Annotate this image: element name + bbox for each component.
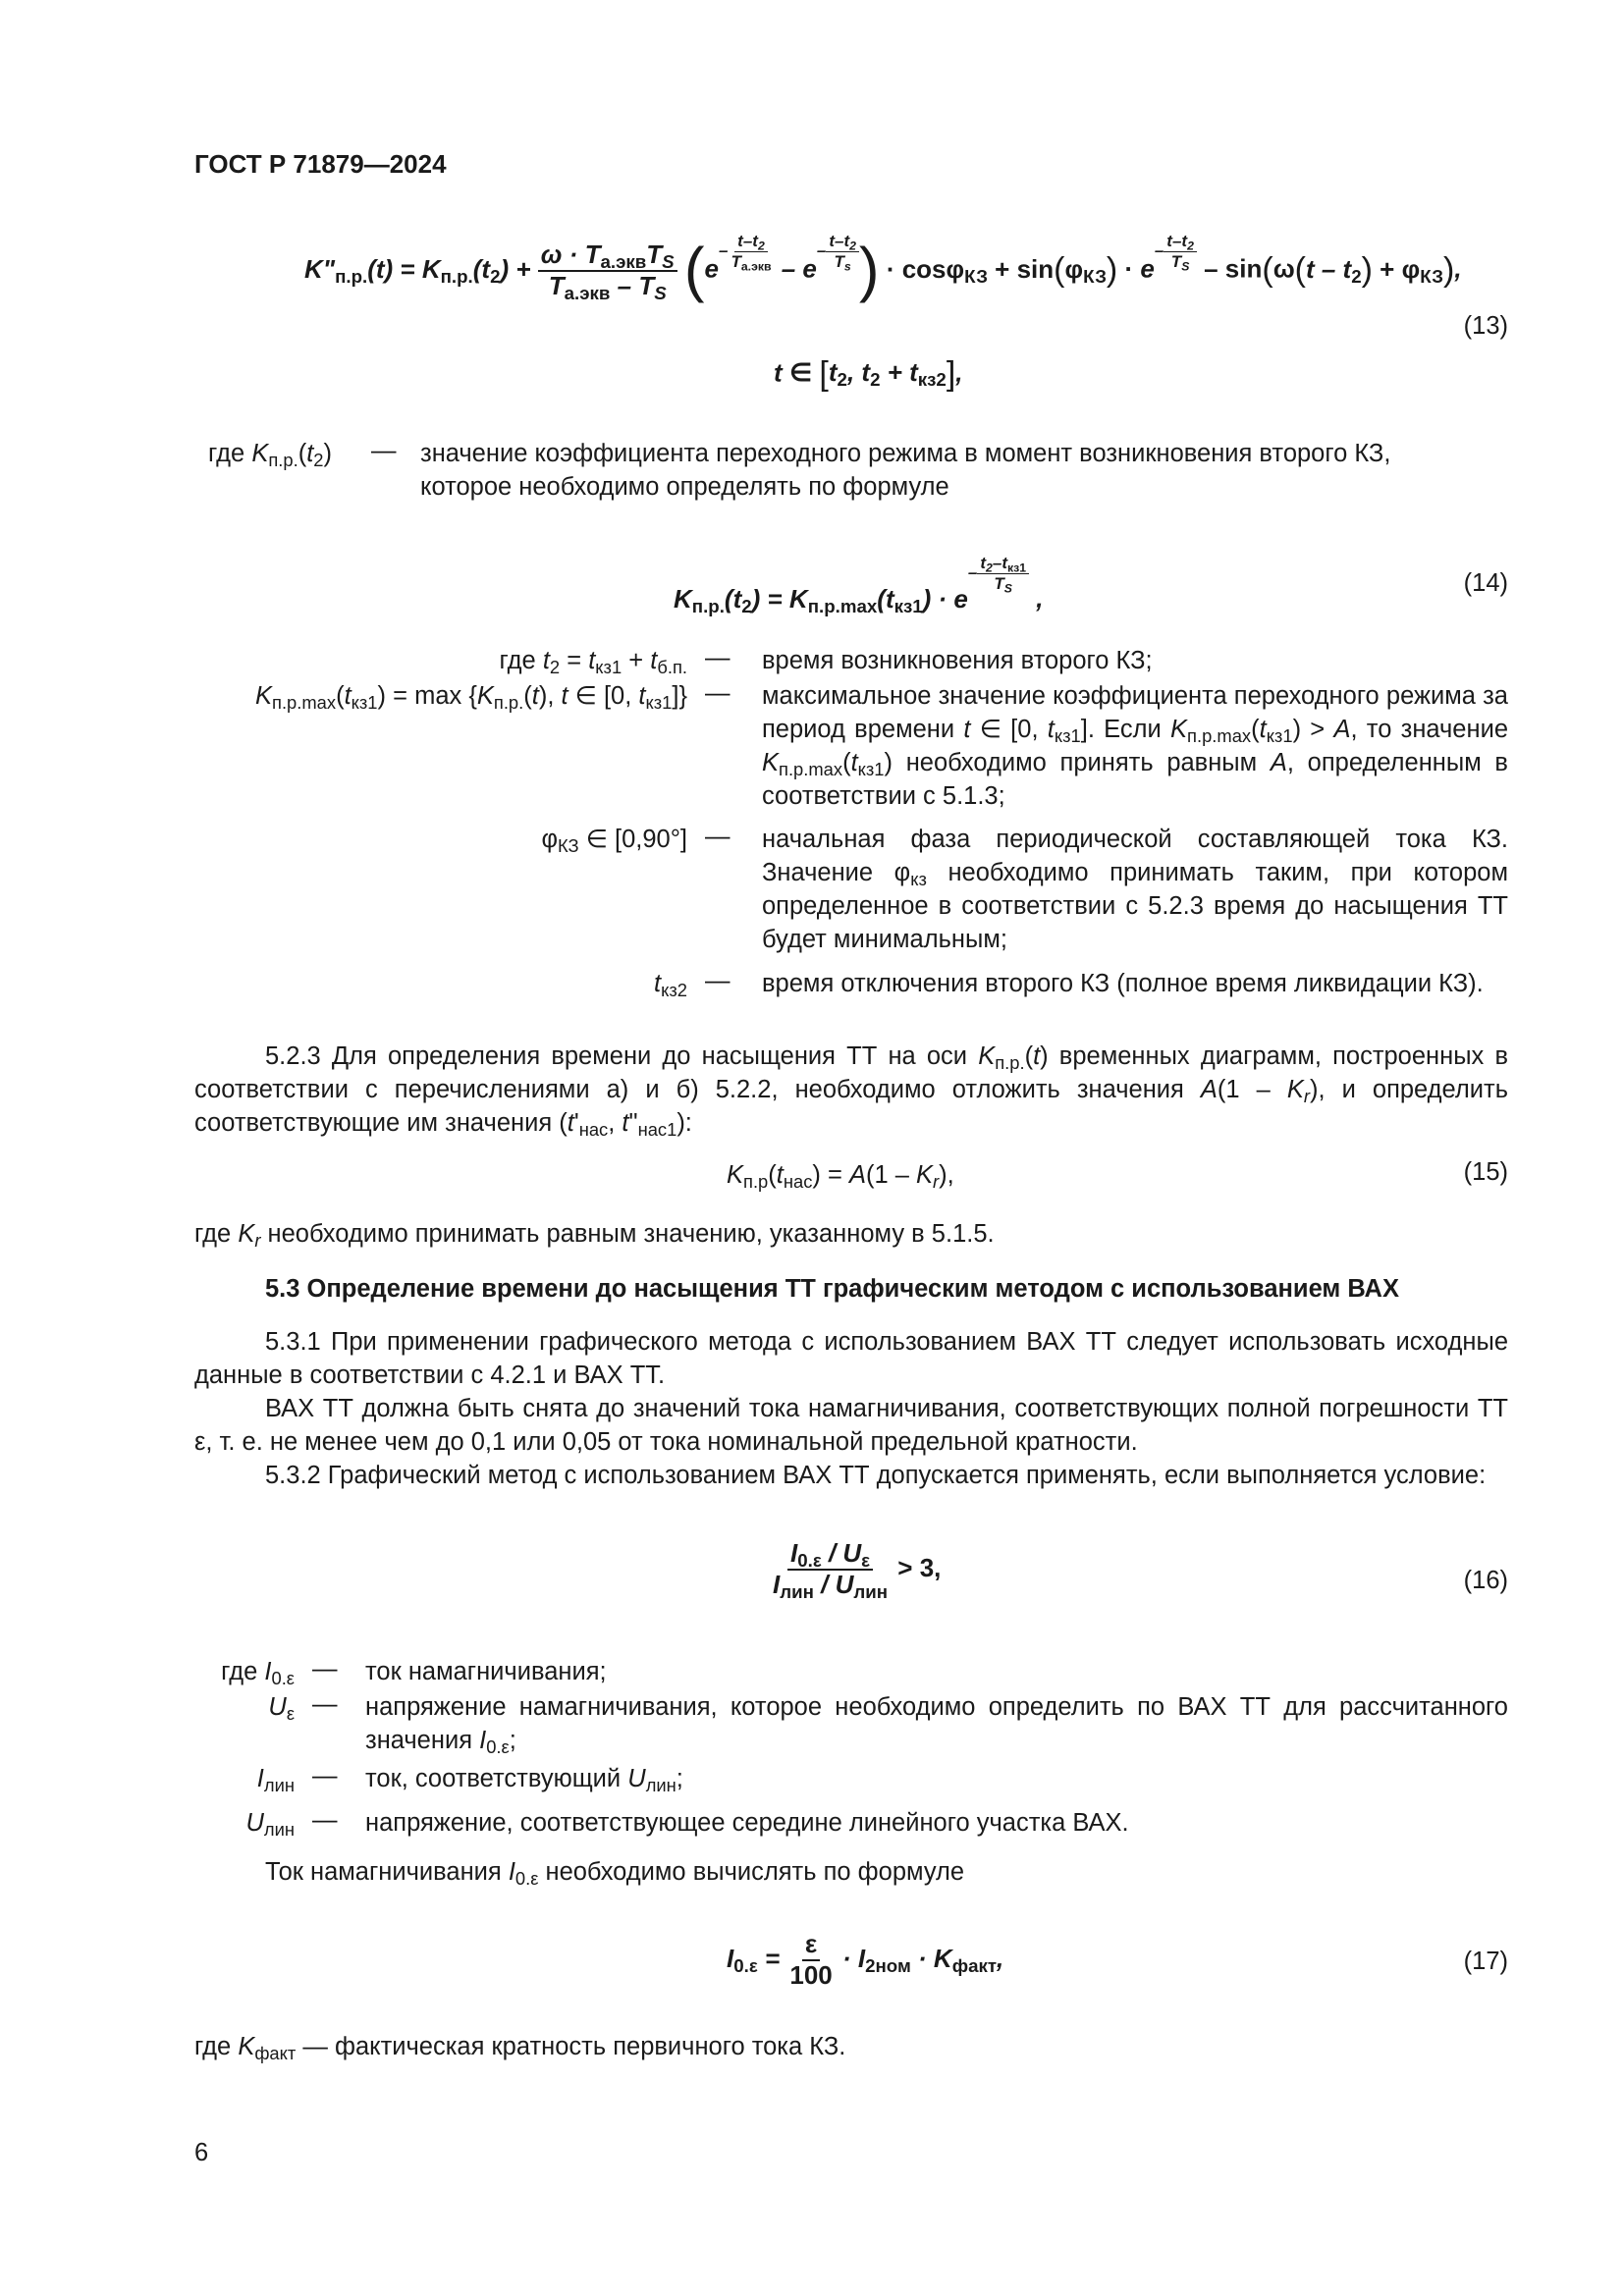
where-term-ulin: $U_{лин}$	[245, 1809, 295, 1841]
document-code: ГОСТ Р 71879—2024	[194, 149, 447, 179]
equation-16: $\frac{I_{0.\varepsilon} / U_\varepsilon}{I_{лин} / U_{лин}}$ > 3,	[773, 1538, 942, 1603]
dash: —	[705, 823, 731, 850]
paragraph-5-3-1: 5.3.1 При применении графического метода с использованием ВАХ ТТ следует использовать исходные данные в соответствии с 4.2.1 и ВАХ ТТ.	[194, 1328, 1508, 1389]
where-term-i0e: где $I_{0.\varepsilon}$	[221, 1658, 295, 1689]
dash: —	[312, 1655, 338, 1682]
equation-13-domain: t ∈ [$t_2$, $t_2 + t_{кз2}$],	[774, 355, 963, 393]
where-kr: где $K_r$ необходимо принимать равным значению, указанному в 5.1.5.	[194, 1220, 995, 1252]
paragraph-current: Ток намагничивания $I_{0.\varepsilon}$ необходимо вычислять по формуле	[265, 1858, 965, 1890]
where-desc-t2: время возникновения второго КЗ;	[762, 647, 1153, 674]
dash: —	[312, 1806, 338, 1834]
equation-number-17: (17)	[1463, 1948, 1508, 1975]
equation-15: $K_{п.р}(t_{нас}) = A(1 - K_r)$,	[727, 1161, 954, 1193]
where-term-t2: где $t_2 = t_{кз1} + t_{б.п.}$	[499, 647, 687, 678]
dash: —	[705, 967, 731, 994]
dash: —	[371, 437, 397, 464]
section-heading-5-3: 5.3 Определение времени до насыщения ТТ графическим методом с использованием ВАХ	[265, 1275, 1399, 1303]
equation-number-16: (16)	[1463, 1567, 1508, 1594]
equation-17: $I_{0.\varepsilon}$ = $\frac{\varepsilon}{100}$ · $I_{2ном} \cdot K_{факт}$,	[727, 1929, 1004, 1990]
where-desc-ilin: ток, соответствующий $U_{лин}$;	[365, 1765, 683, 1796]
where-term-tkz2: $t_{кз2}$	[654, 970, 687, 1001]
paragraph-vax: ВАХ ТТ должна быть снята до значений тока намагничивания, соответствующих полной погрешности ТТ ε, т. е. не менее чем до 0,1 или 0,05 от тока номинальной предельной кратности.	[194, 1395, 1508, 1456]
paragraph-5-3-2: 5.3.2 Графический метод с использованием ВАХ ТТ допускается применять, если выполняется условие:	[265, 1462, 1487, 1489]
dash: —	[312, 1762, 338, 1789]
equation-13: $K"_{п.р.}(t) = K_{п.р.}(t_2)$ + $\frac{\omega \cdot T_{а.экв}T_S}{T_{а.экв} - T_S}$ (e– $\frac{t-t_2}{T_{а.экв}}$ – e– $\frac{t-t_2}{T_s}$ ) · $\cos\varphi_{КЗ} + \sin(\varphi_{КЗ}) \cdot e-$ $\frac{t-t_2}{T_S}$ – $\sin(\omega(t - t_2) + \varphi_{КЗ})$,	[304, 232, 1462, 304]
equation-number-15: (15)	[1463, 1158, 1508, 1186]
where-desc-kprmax: максимальное значение коэффициента переходного режима за период времени t ∈ [0, $t_{кз1}$]. Если $K_{п.р.max}(t_{кз1}) > A$, то значение $K_{п.р.max}(t_{кз1})$ необходимо принять равным A, определенным в соответствии с 5.1.3;	[762, 682, 1508, 810]
where-term-phi: $\varphi_{КЗ}$ ∈ [0,90°]	[541, 826, 687, 857]
dash: —	[705, 644, 731, 671]
where-desc-kpr-t2: значение коэффициента переходного режима в момент возникновения второго КЗ, которое необходимо определять по формуле	[420, 440, 1391, 501]
equation-14: $K_{п.р.}(t_2) = K_{п.р.max}(t_{кз1}) \cdot e-$ $\frac{t_2-t_{кз1}}{T_S}$ ,	[674, 554, 1044, 616]
equation-number-13: (13)	[1463, 312, 1508, 340]
paragraph-5-2-3: 5.2.3 Для определения времени до насыщения ТТ на оси $K_{п.р.}(t)$ временных диаграмм, построенных в соответствии с перечислениями а) и б) 5.2.2, необходимо отложить значения $A(1 - K_r)$, и определить соответствующие им значения ($t'_{нас}$, $t"_{нас1}$):	[194, 1042, 1508, 1141]
equation-number-14: (14)	[1463, 569, 1508, 597]
where-desc-i0e: ток намагничивания;	[365, 1658, 607, 1685]
dash: —	[312, 1690, 338, 1718]
where-desc-phi: начальная фаза периодической составляющей тока КЗ. Значение $\varphi_{кз}$ необходимо принимать таким, при котором определенное в соответствии с 5.2.3 время до насыщения ТТ будет минимальным;	[762, 826, 1509, 953]
where-kfakt: где $K_{факт}$ — фактическая кратность первичного тока КЗ.	[194, 2033, 846, 2064]
where-term-ilin: $I_{лин}$	[256, 1765, 295, 1796]
where-term-kpr-t2: где $K_{п.р.}(t_2)$	[208, 440, 332, 471]
where-desc-ulin: напряжение, соответствующее середине линейного участка ВАХ.	[365, 1809, 1129, 1837]
where-desc-ue: напряжение намагничивания, которое необходимо определить по ВАХ ТТ для рассчитанного значения $I_{0.\varepsilon}$;	[365, 1693, 1508, 1758]
page-number: 6	[194, 2139, 209, 2166]
dash: —	[705, 679, 731, 707]
where-term-kprmax: $K_{п.р.max}(t_{кз1}) = \max \{K_{п.р.}(t)$, t ∈ [0, $t_{кз1}$]}	[255, 682, 687, 714]
where-term-ue: $U_\varepsilon$	[268, 1693, 295, 1725]
where-desc-tkz2: время отключения второго КЗ (полное время ликвидации КЗ).	[762, 970, 1484, 997]
